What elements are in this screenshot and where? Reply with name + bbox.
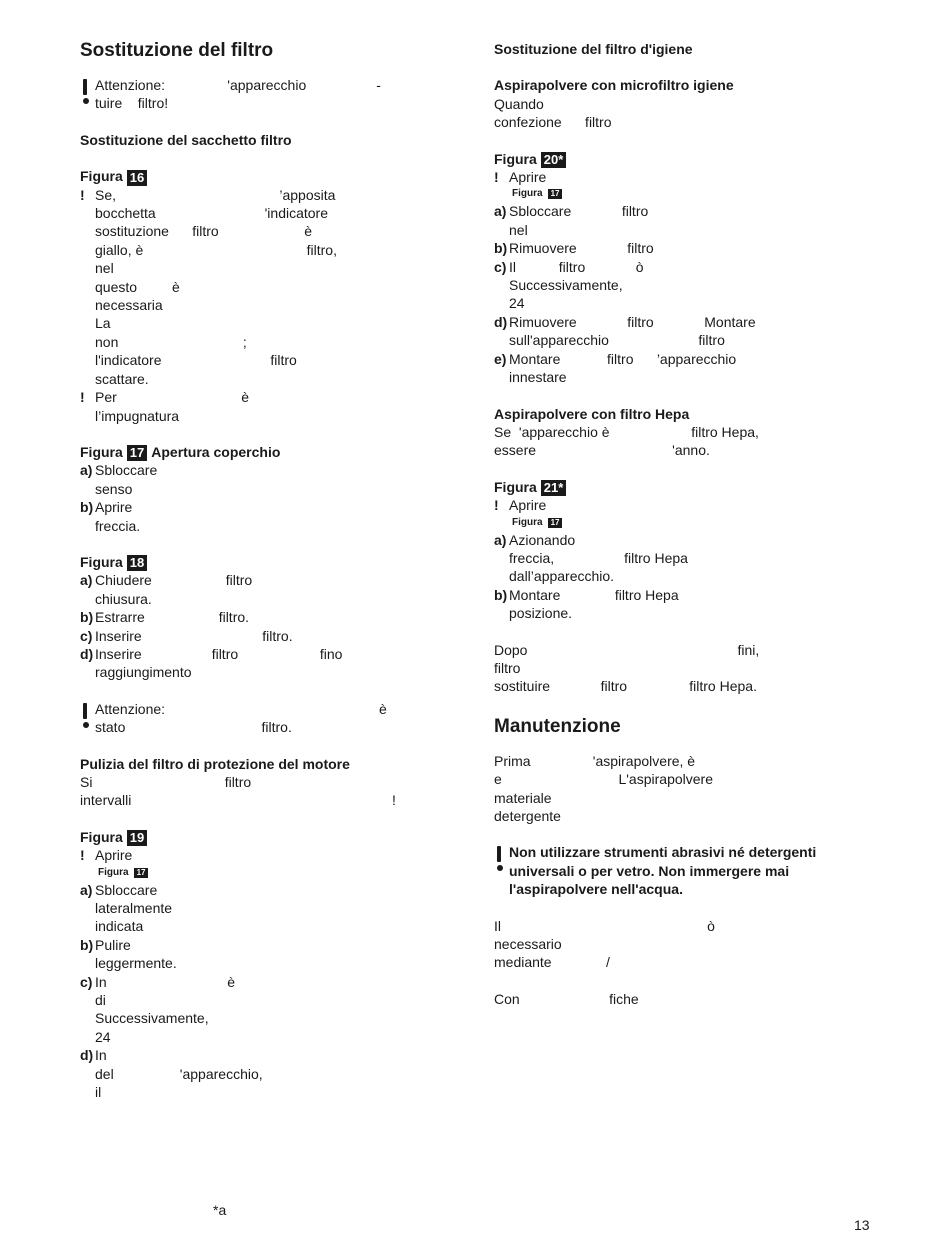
- paragraph-line: Il ò: [494, 917, 715, 934]
- step-17a: a) Sbloccare senso: [80, 462, 158, 497]
- step-18a: a) Chiudere filtro chiusura.: [80, 572, 253, 607]
- warning-exclamation-icon: [494, 843, 509, 898]
- paragraph-line: filtro: [494, 659, 521, 676]
- footnote: *a: [213, 1202, 227, 1218]
- left-column: [80, 38, 450, 1102]
- paragraph-line: materiale: [494, 789, 552, 806]
- step-19b: b) Pulire leggermente.: [80, 936, 177, 972]
- step-20d: d) Rimuovere filtro Montare sull'apparecchio filtro: [494, 313, 756, 349]
- note-16b: ! Per è l’impugnatura: [80, 389, 250, 424]
- warning-exclamation-icon: [80, 76, 95, 113]
- maintenance-warning: Non utilizzare strumenti abrasivi né detergenti universali o per vetro. Non immergere mai l'aspirapolvere nell'acqua.: [494, 843, 844, 898]
- warning-text: Attenzione: '​apparecchio -: [95, 77, 381, 93]
- paragraph-line: Quando: [494, 95, 544, 112]
- mini-figure-reference: Figura 17: [494, 515, 844, 531]
- step-21b: b) Montare filtro Hepa posizione.: [494, 586, 679, 622]
- paragraph-line: mediante /: [494, 954, 610, 971]
- figure-reference-20: Figura 20*: [494, 150, 844, 168]
- step-18d: d) Inserire filtro fino raggiungimento: [80, 645, 343, 681]
- step-19a: a) Sbloccare lateralmente indicata: [80, 881, 173, 935]
- step-20a: a) Sbloccare filtro nel: [494, 203, 649, 238]
- step-19d: d) In del 'apparecchio, il: [80, 1047, 263, 1101]
- subheading-hygiene-filter: Sostituzione del filtro d'igiene: [494, 41, 693, 57]
- paragraph-line: detergente: [494, 808, 561, 824]
- note-21: ! Aprire: [494, 497, 547, 514]
- figure-reference-19: Figura 19: [80, 828, 450, 846]
- figure-reference-17: Figura 17 Apertura coperchio: [80, 443, 281, 461]
- warning-text: tuire filtro!: [95, 95, 169, 112]
- paragraph-line: Con fiche: [494, 990, 639, 1007]
- step-21a: a) Azionando freccia, filtro Hepa dall’apparecchio.: [494, 531, 688, 585]
- mini-figure-reference: Figura 17: [494, 186, 844, 202]
- attention-note: [80, 76, 450, 113]
- right-column: [494, 38, 844, 1008]
- paragraph-line: e L'aspirapolvere: [494, 771, 713, 788]
- figure-reference-21: Figura 21*: [494, 478, 844, 496]
- attention-note-2: Attenzione: è stato filtro.: [80, 700, 450, 737]
- note-16a: ! Se, ’apposita bocchetta 'indicatore sostituzione filtro è giallo, è filtro, nel questo è necessaria La non ; l'indicatore filtro scattare.: [80, 186, 337, 387]
- step-20b: b) Rimuovere filtro: [494, 240, 654, 257]
- figure-reference-16: Figura 16: [80, 167, 450, 185]
- subheading-microfilter: Aspirapolvere con microfiltro igiene: [494, 77, 734, 94]
- figure-reference-18: Figura 18: [80, 553, 450, 571]
- step-20c: c) Il filtro ò Successivamente, 24: [494, 258, 644, 312]
- paragraph-line: Dopo fini,: [494, 641, 760, 658]
- note-19: ! Aprire: [80, 847, 133, 864]
- note-20: ! Aprire: [494, 169, 547, 186]
- paragraph-line: Se 'apparecchio è filtro Hepa,: [494, 423, 759, 440]
- page-number: 13: [854, 1217, 870, 1233]
- paragraph-line: Si filtro: [80, 774, 252, 790]
- step-17b: b) Aprire freccia.: [80, 499, 141, 534]
- subheading-hepa: Aspirapolvere con filtro Hepa: [494, 405, 690, 422]
- section-title-maintenance: Manutenzione: [494, 715, 621, 737]
- paragraph-line: sostituire filtro filtro Hepa.: [494, 678, 757, 695]
- step-18c: c) Inserire filtro.: [80, 627, 293, 644]
- step-19c: c) In è di Successivamente, 24: [80, 973, 236, 1045]
- warning-exclamation-icon: [80, 700, 95, 737]
- step-20e: e) Montare filtro ’apparecchio innestare: [494, 350, 737, 386]
- step-18b: b) Estrarre filtro.: [80, 609, 250, 626]
- subheading-motor-filter-cleaning: Pulizia del filtro di protezione del motore: [80, 755, 350, 772]
- subheading-bag-replacement: Sostituzione del sacchetto filtro: [80, 131, 292, 148]
- mini-figure-reference: Figura 17: [80, 865, 450, 881]
- paragraph-line: essere 'anno.: [494, 442, 710, 459]
- paragraph-line: Prima 'aspirapolvere, è: [494, 752, 696, 769]
- paragraph-line: necessario: [494, 936, 562, 953]
- paragraph-line: intervalli !: [80, 792, 396, 809]
- section-title-filter-replacement: Sostituzione del filtro: [80, 40, 274, 61]
- paragraph-line: confezione filtro: [494, 114, 612, 131]
